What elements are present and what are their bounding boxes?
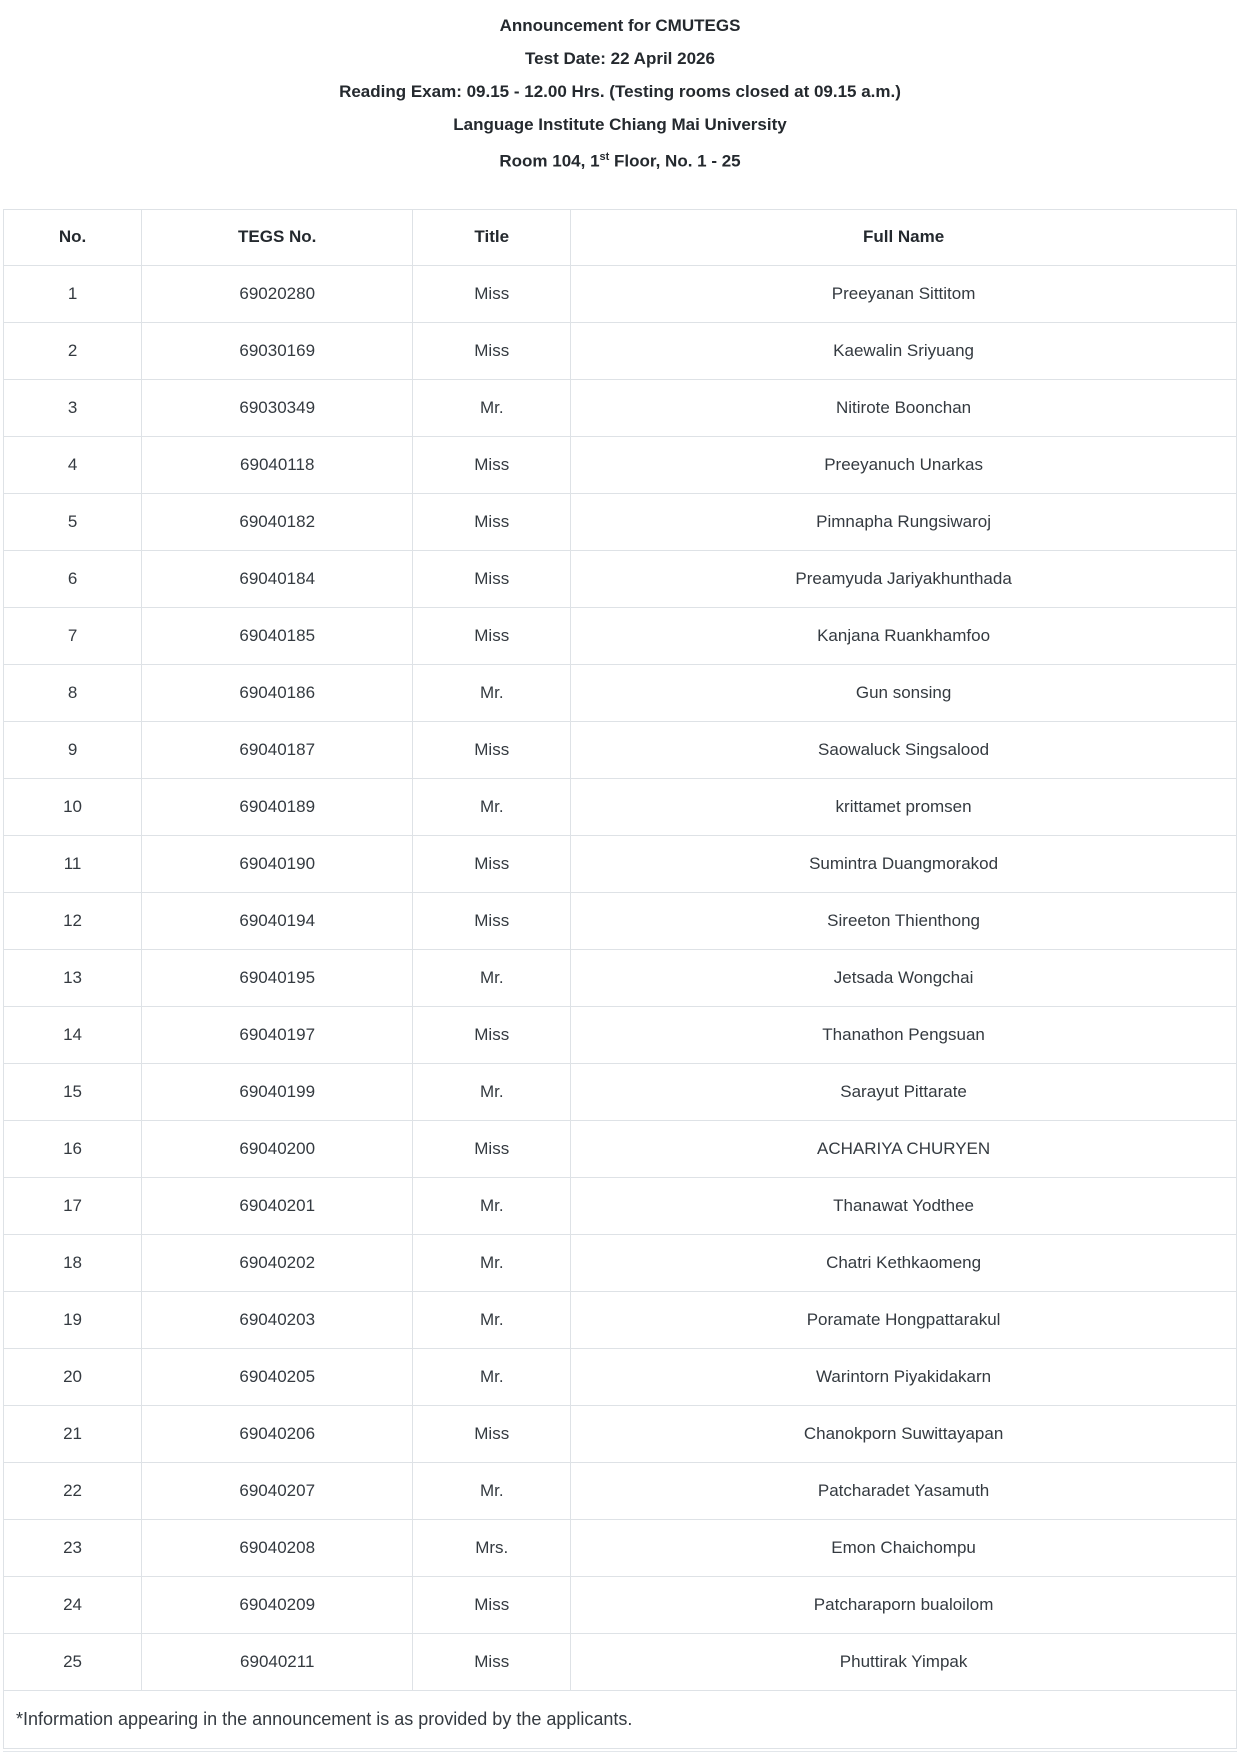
cell-tegs-no: 69040194 [142,892,413,949]
table-header [4,209,1237,265]
cell-no: 10 [4,778,142,835]
cell-no: 11 [4,835,142,892]
cell-tegs-no: 69040184 [142,550,413,607]
table-row [4,1006,1237,1063]
cell-title: Mr. [413,949,571,1006]
cell-full-name: Gun sonsing [571,664,1237,721]
cell-no: 23 [4,1519,142,1576]
cell-no: 21 [4,1405,142,1462]
cell-no: 24 [4,1576,142,1633]
room-line-rest: Floor, No. 1 - 25 [609,151,741,171]
table-row [4,1234,1237,1291]
table-row [4,664,1237,721]
cell-no: 17 [4,1177,142,1234]
column-header-tegs-no: TEGS No. [142,209,413,265]
cell-title: Miss [413,265,571,322]
cell-no: 25 [4,1633,142,1690]
cell-title: Mr. [413,1462,571,1519]
table-row [4,835,1237,892]
cell-title: Miss [413,835,571,892]
cell-tegs-no: 69020280 [142,265,413,322]
table-row [4,493,1237,550]
cell-no: 22 [4,1462,142,1519]
cell-no: 7 [4,607,142,664]
cell-tegs-no: 69040190 [142,835,413,892]
cell-tegs-no: 69040182 [142,493,413,550]
cell-full-name: krittamet promsen [571,778,1237,835]
cell-no: 14 [4,1006,142,1063]
announcement-title: Announcement for CMUTEGS [499,16,741,35]
cell-full-name: Sarayut Pittarate [571,1063,1237,1120]
cell-full-name: Nitirote Boonchan [571,379,1237,436]
cell-tegs-no: 69040200 [142,1120,413,1177]
cell-no: 8 [4,664,142,721]
cell-full-name: Poramate Hongpattarakul [571,1291,1237,1348]
cell-title: Mr. [413,664,571,721]
cell-full-name: Saowaluck Singsalood [571,721,1237,778]
table-row [4,265,1237,322]
test-date-line: Test Date: 22 April 2026 [525,49,715,68]
cell-title: Miss [413,607,571,664]
cell-title: Miss [413,436,571,493]
cell-full-name: ACHARIYA CHURYEN [571,1120,1237,1177]
cell-no: 4 [4,436,142,493]
cell-tegs-no: 69040187 [142,721,413,778]
cell-tegs-no: 69040186 [142,664,413,721]
cell-tegs-no: 69040201 [142,1177,413,1234]
column-header-title: Title [413,209,571,265]
table-row [4,1633,1237,1690]
cell-full-name: Warintorn Piyakidakarn [571,1348,1237,1405]
table-row [4,1462,1237,1519]
cell-tegs-no: 69040206 [142,1405,413,1462]
cell-title: Miss [413,1405,571,1462]
cell-title: Mr. [413,778,571,835]
table-row [4,550,1237,607]
table-row [4,1576,1237,1633]
cell-full-name: Patcharadet Yasamuth [571,1462,1237,1519]
cell-tegs-no: 69040203 [142,1291,413,1348]
cell-full-name: Chanokporn Suwittayapan [571,1405,1237,1462]
cell-title: Miss [413,1120,571,1177]
cell-title: Miss [413,1006,571,1063]
cell-full-name: Sireeton Thienthong [571,892,1237,949]
cell-full-name: Patcharaporn bualoilom [571,1576,1237,1633]
cell-title: Mr. [413,379,571,436]
table-row [4,1177,1237,1234]
cell-no: 19 [4,1291,142,1348]
cell-tegs-no: 69040199 [142,1063,413,1120]
cell-title: Miss [413,721,571,778]
announcement-header [0,0,1240,178]
table-row [4,721,1237,778]
cell-tegs-no: 69040195 [142,949,413,1006]
cell-no: 18 [4,1234,142,1291]
cell-tegs-no: 69040185 [142,607,413,664]
cell-full-name: Emon Chaichompu [571,1519,1237,1576]
table-row [4,1519,1237,1576]
table-footer [4,1690,1237,1748]
column-header-no: No. [4,209,142,265]
cell-full-name: Jetsada Wongchai [571,949,1237,1006]
candidates-table [3,209,1237,1749]
footnote-row [4,1690,1237,1748]
cell-title: Miss [413,550,571,607]
table-row [4,379,1237,436]
cell-no: 5 [4,493,142,550]
table-row [4,949,1237,1006]
cell-full-name: Pimnapha Rungsiwaroj [571,493,1237,550]
cell-tegs-no: 69040209 [142,1576,413,1633]
cell-title: Mr. [413,1348,571,1405]
cell-title: Mrs. [413,1519,571,1576]
next-section-cutoff [3,1751,1237,1754]
cell-no: 20 [4,1348,142,1405]
cell-title: Miss [413,1576,571,1633]
room-line [0,141,1240,178]
table-body [4,265,1237,1690]
cell-title: Miss [413,322,571,379]
cell-full-name: Phuttirak Yimpak [571,1633,1237,1690]
cell-tegs-no: 69040207 [142,1462,413,1519]
column-header-full-name: Full Name [571,209,1237,265]
institute-line: Language Institute Chiang Mai University [453,115,787,134]
cell-title: Mr. [413,1177,571,1234]
cell-no: 16 [4,1120,142,1177]
cell-tegs-no: 69040118 [142,436,413,493]
cell-title: Mr. [413,1291,571,1348]
cell-tegs-no: 69040202 [142,1234,413,1291]
cell-tegs-no: 69040208 [142,1519,413,1576]
exam-time-line: Reading Exam: 09.15 - 12.00 Hrs. (Testing rooms closed at 09.15 a.m.) [339,82,901,101]
cell-full-name: Sumintra Duangmorakod [571,835,1237,892]
cell-title: Miss [413,1633,571,1690]
table-row [4,1291,1237,1348]
cell-full-name: Preamyuda Jariyakhunthada [571,550,1237,607]
cell-tegs-no: 69040189 [142,778,413,835]
cell-no: 15 [4,1063,142,1120]
cell-tegs-no: 69030169 [142,322,413,379]
cell-no: 1 [4,265,142,322]
table-row [4,322,1237,379]
cell-no: 12 [4,892,142,949]
table-row [4,1063,1237,1120]
cell-full-name: Preeyanuch Unarkas [571,436,1237,493]
table-row [4,436,1237,493]
cell-no: 9 [4,721,142,778]
cell-no: 6 [4,550,142,607]
room-ordinal-superscript: st [599,151,610,163]
cell-title: Miss [413,493,571,550]
cell-full-name: Kaewalin Sriyuang [571,322,1237,379]
cell-full-name: Preeyanan Sittitom [571,265,1237,322]
cell-no: 2 [4,322,142,379]
cell-title: Miss [413,892,571,949]
cell-full-name: Thanawat Yodthee [571,1177,1237,1234]
cell-title: Mr. [413,1063,571,1120]
table-row [4,1348,1237,1405]
cell-no: 13 [4,949,142,1006]
cell-full-name: Chatri Kethkaomeng [571,1234,1237,1291]
cell-title: Mr. [413,1234,571,1291]
cell-tegs-no: 69030349 [142,379,413,436]
table-row [4,607,1237,664]
table-row [4,778,1237,835]
table-row [4,1405,1237,1462]
cell-tegs-no: 69040211 [142,1633,413,1690]
footnote-text: *Information appearing in the announcement is as provided by the applicants. [4,1690,1237,1748]
cell-tegs-no: 69040205 [142,1348,413,1405]
cell-tegs-no: 69040197 [142,1006,413,1063]
table-header-row [4,209,1237,265]
cell-full-name: Kanjana Ruankhamfoo [571,607,1237,664]
room-line-prefix: Room 104, 1 [499,151,600,171]
cell-no: 3 [4,379,142,436]
table-row [4,892,1237,949]
table-row [4,1120,1237,1177]
cell-full-name: Thanathon Pengsuan [571,1006,1237,1063]
